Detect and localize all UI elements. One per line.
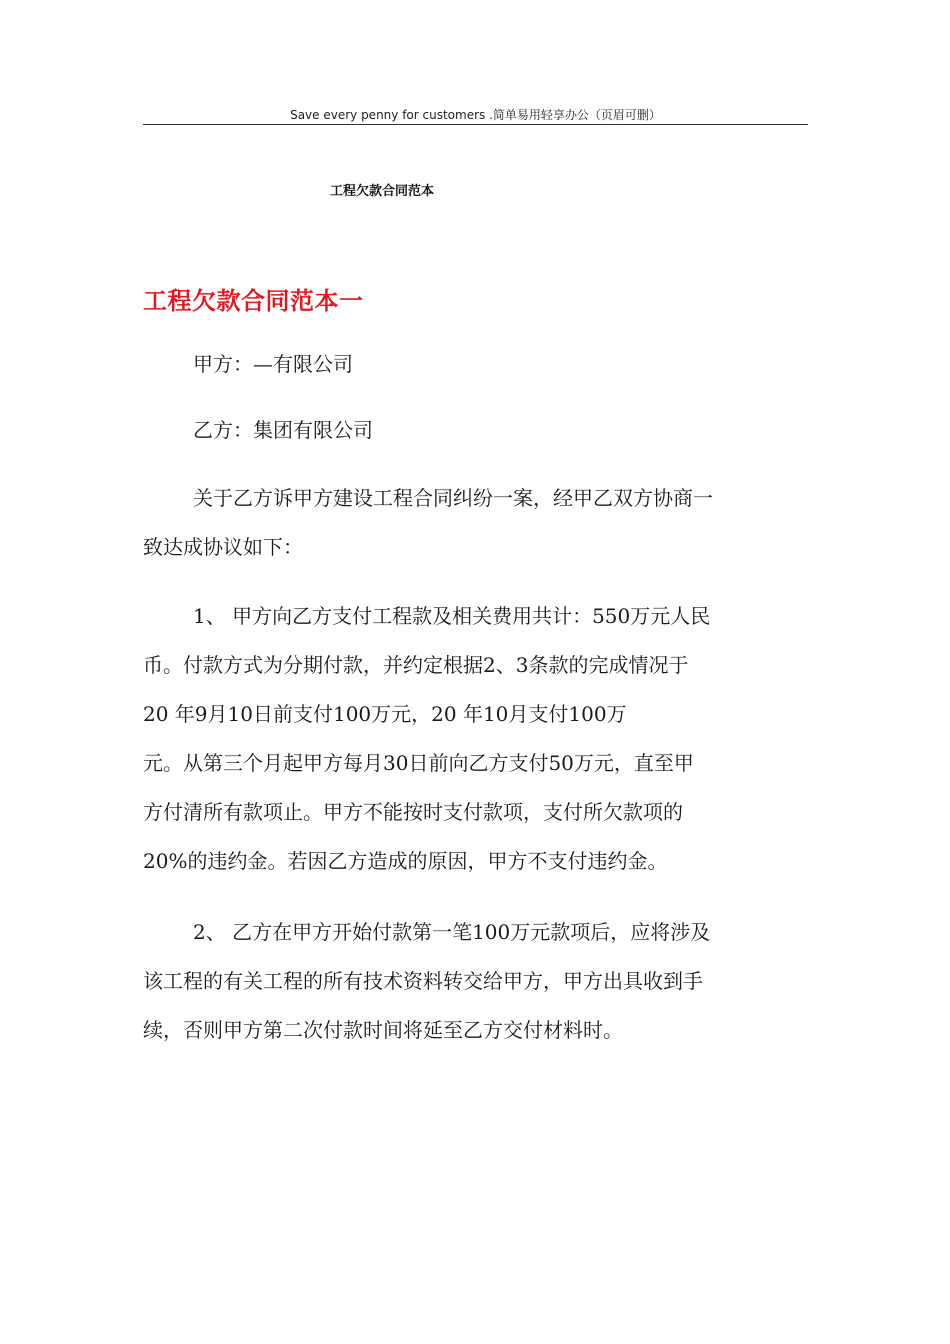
page-header-text: Save every penny for customers .简单易用轻享办公（页眉可删）	[290, 108, 661, 122]
clause-2-line: 该工程的有关工程的所有技术资料转交给甲方，甲方出具收到手	[143, 969, 703, 993]
party-a-line: 甲方：—有限公司	[193, 352, 353, 376]
clause-1-line: 方付清所有款项止。甲方不能按时支付款项，支付所欠款项的	[143, 800, 683, 824]
intro-paragraph	[143, 474, 808, 572]
clause-2-line: 2、 乙方在甲方开始付款第一笔100万元款项后，应将涉及	[193, 920, 711, 944]
document-title: 工程欠款合同范本	[330, 184, 435, 199]
clause-1-paragraph	[143, 592, 808, 886]
intro-line: 致达成协议如下：	[143, 535, 303, 559]
clause-1-line: 1、 甲方向乙方支付工程款及相关费用共计：550万元人民	[193, 604, 711, 628]
clause-2-line: 续，否则甲方第二次付款时间将延至乙方交付材料时。	[143, 1018, 623, 1042]
clause-1-line: 20%的违约金。若因乙方造成的原因，甲方不支付违约金。	[143, 849, 668, 873]
clause-1-line: 币。付款方式为分期付款，并约定根据2、3条款的完成情况于	[143, 653, 689, 677]
clause-2-paragraph	[143, 908, 808, 1055]
section-heading: 工程欠款合同范本一	[143, 287, 364, 315]
clause-1-line: 元。从第三个月起甲方每月30日前向乙方支付50万元，直至甲	[143, 751, 694, 775]
header-divider	[143, 124, 808, 125]
party-b-line: 乙方：集团有限公司	[193, 418, 373, 442]
intro-line: 关于乙方诉甲方建设工程合同纠纷一案，经甲乙双方协商一	[193, 486, 713, 510]
clause-1-line: 20 年9月10日前支付100万元，20 年10月支付100万	[143, 702, 627, 726]
